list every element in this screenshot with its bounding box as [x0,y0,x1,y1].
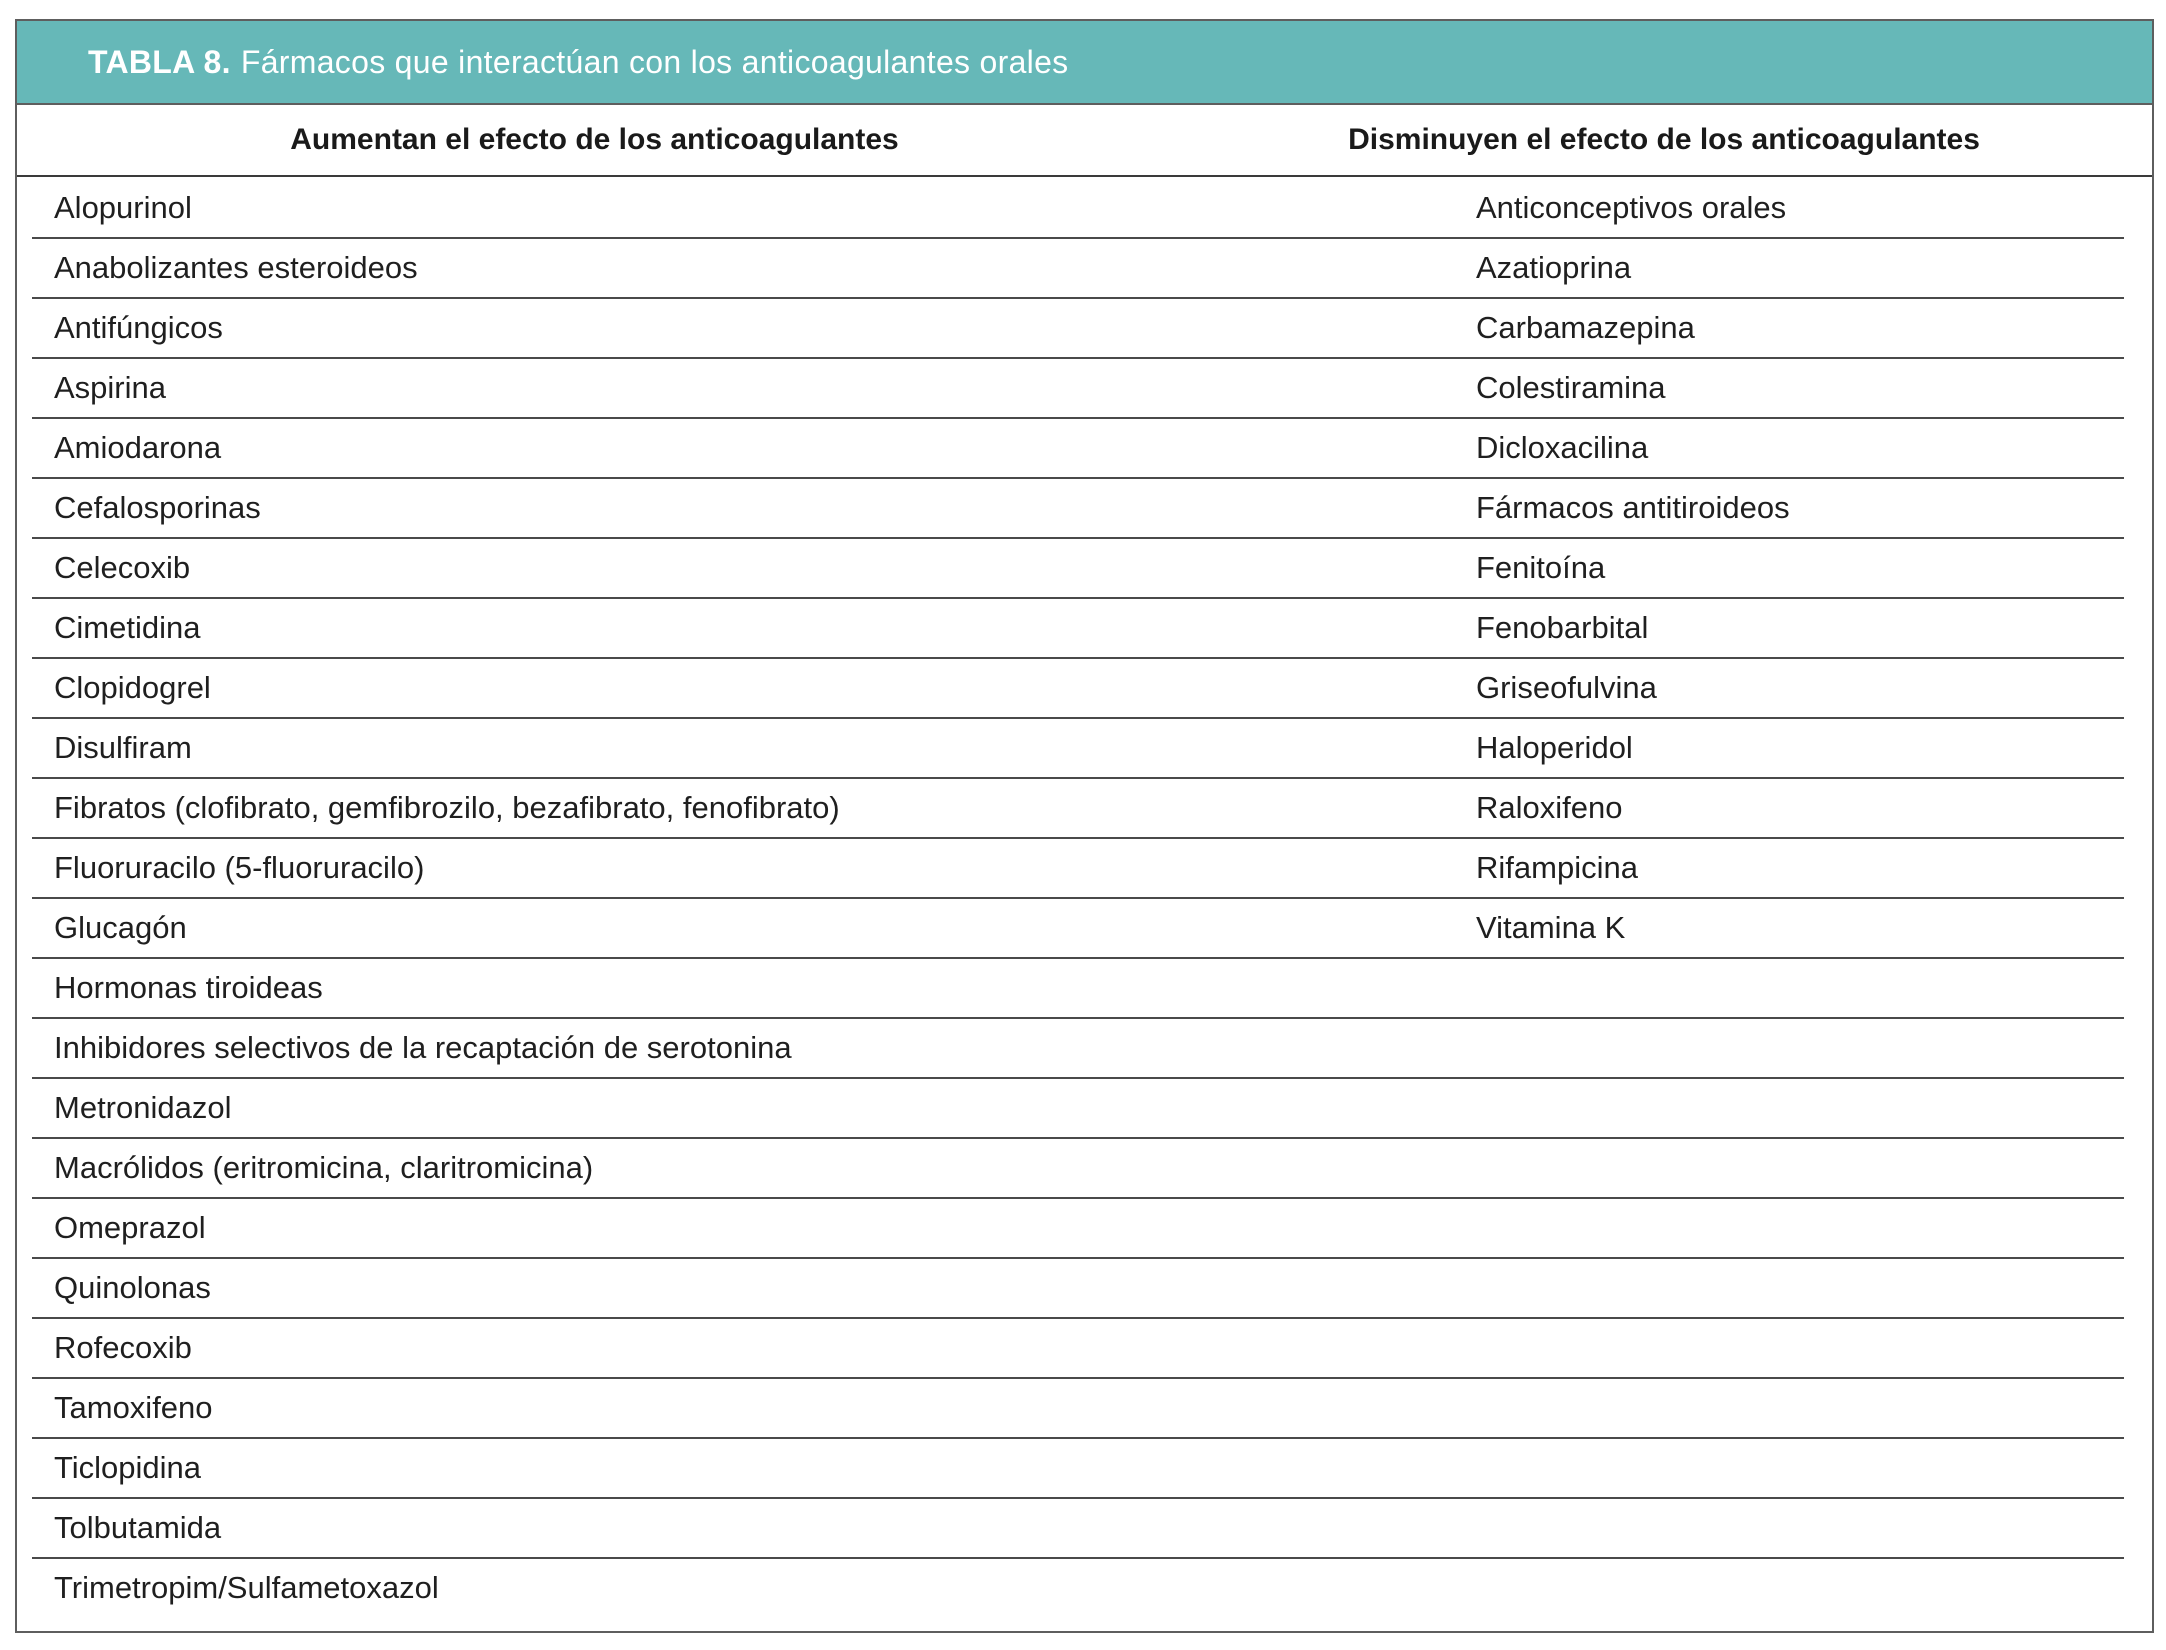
cell-increases-effect: Cimetidina [54,610,201,645]
table-row [17,299,2152,359]
cell-increases-effect: Celecoxib [54,550,191,585]
cell-increases-effect: Anabolizantes esteroideos [54,250,418,285]
cell-increases-effect: Inhibidores selectivos de la recaptación de serotonina [54,1030,792,1065]
table-row [17,1559,2152,1619]
cell-decreases-effect: Carbamazepina [1476,310,1695,345]
table-row [17,539,2152,599]
table-row [17,719,2152,779]
table-row [17,1319,2152,1379]
column-header-increase: Aumentan el efecto de los anticoagulantes [290,123,899,156]
cell-decreases-effect: Haloperidol [1476,730,1633,765]
cell-decreases-effect [1124,1139,2124,1197]
table-label: TABLA 8. [88,43,231,80]
cell-increases-effect: Metronidazol [54,1090,232,1125]
cell-increases-effect: Omeprazol [54,1210,206,1245]
cell-increases-effect: Fibratos (clofibrato, gemfibrozilo, bezafibrato, fenofibrato) [54,790,840,825]
table-row [17,1079,2152,1139]
table-row [17,1499,2152,1559]
cell-decreases-effect: Anticonceptivos orales [1476,190,1787,225]
cell-increases-effect: Hormonas tiroideas [54,970,323,1005]
cell-increases-effect: Amiodarona [54,430,222,465]
cell-increases-effect: Ticlopidina [54,1450,202,1485]
cell-increases-effect: Tamoxifeno [54,1390,213,1425]
table-row [17,1379,2152,1439]
table-row [17,659,2152,719]
cell-decreases-effect [1124,1319,2124,1377]
cell-increases-effect: Clopidogrel [54,670,211,705]
table-row [17,239,2152,299]
table-row [17,1019,2152,1079]
table-row [17,959,2152,1019]
cell-increases-effect: Trimetropim/Sulfametoxazol [54,1570,439,1605]
cell-increases-effect: Antifúngicos [54,310,223,345]
cell-increases-effect: Macrólidos (eritromicina, claritromicina) [54,1150,594,1185]
cell-decreases-effect: Fármacos antitiroideos [1476,490,1790,525]
cell-decreases-effect: Raloxifeno [1476,790,1623,825]
cell-increases-effect: Glucagón [54,910,187,945]
table-body [17,179,2152,1619]
cell-decreases-effect [1124,959,2124,1017]
table-row [17,1259,2152,1319]
table-row [17,899,2152,959]
cell-decreases-effect [1124,1379,2124,1437]
cell-decreases-effect: Fenobarbital [1476,610,1649,645]
cell-increases-effect: Quinolonas [54,1270,211,1305]
table-row [17,419,2152,479]
table-row [17,839,2152,899]
cell-increases-effect: Fluoruracilo (5-fluoruracilo) [54,850,425,885]
cell-increases-effect: Cefalosporinas [54,490,261,525]
cell-decreases-effect: Colestiramina [1476,370,1666,405]
table-row [17,1199,2152,1259]
column-header-decrease: Disminuyen el efecto de los anticoagulantes [1348,123,1980,156]
cell-increases-effect: Disulfiram [54,730,192,765]
table-title: Fármacos que interactúan con los anticoagulantes orales [240,43,1069,80]
cell-increases-effect: Aspirina [54,370,166,405]
table-row [17,599,2152,659]
cell-decreases-effect [1124,1079,2124,1137]
cell-decreases-effect: Fenitoína [1476,550,1606,585]
cell-decreases-effect [1124,1259,2124,1317]
cell-decreases-effect: Azatioprina [1476,250,1632,285]
cell-decreases-effect [1124,1019,2124,1077]
table-row [17,179,2152,239]
cell-decreases-effect [1124,1559,2124,1617]
cell-increases-effect: Alopurinol [54,190,192,225]
table-row [17,1139,2152,1199]
cell-decreases-effect: Dicloxacilina [1476,430,1649,465]
table-header-row [17,105,2152,177]
table-row [17,1439,2152,1499]
cell-decreases-effect [1124,1499,2124,1557]
cell-increases-effect: Rofecoxib [54,1330,192,1365]
cell-increases-effect: Tolbutamida [54,1510,222,1545]
cell-decreases-effect: Griseofulvina [1476,670,1657,705]
table-row [17,479,2152,539]
cell-decreases-effect [1124,1439,2124,1497]
drug-interaction-table [15,19,2154,1633]
table-row [17,779,2152,839]
cell-decreases-effect: Rifampicina [1476,850,1638,885]
cell-decreases-effect: Vitamina K [1476,910,1626,945]
table-row [17,359,2152,419]
cell-decreases-effect [1124,1199,2124,1257]
table-title-bar [17,21,2152,105]
